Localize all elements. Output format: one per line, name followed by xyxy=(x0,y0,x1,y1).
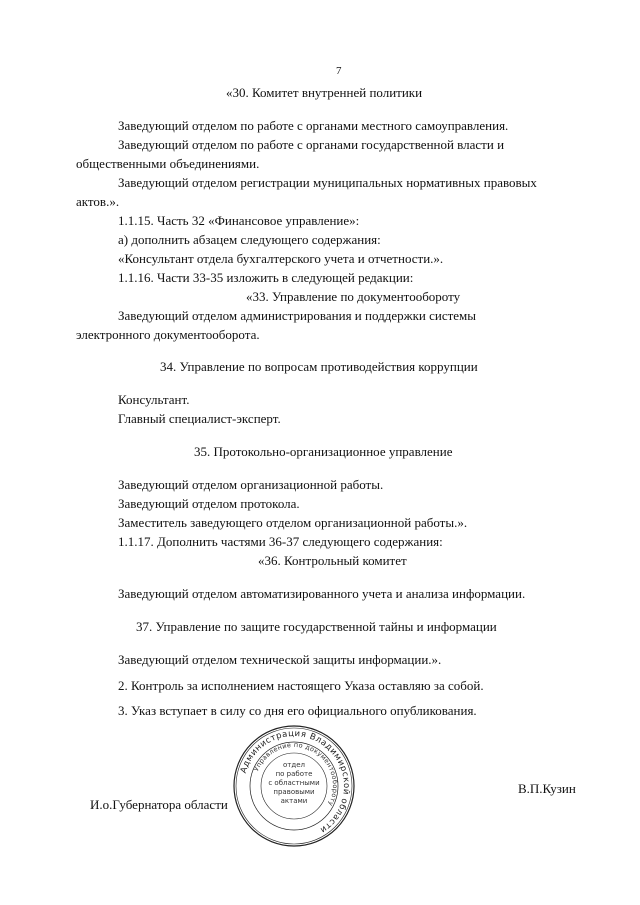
paragraph-line: электронного документооборота. xyxy=(76,327,260,342)
clause-1-1-15: 1.1.15. Часть 32 «Финансовое управление»: xyxy=(118,213,360,228)
clause-1-1-15-a: а) дополнить абзацем следующего содержания: xyxy=(118,232,381,247)
list-item: Заместитель заведующего отделом организационной работы.». xyxy=(118,515,468,530)
list-item: Заведующий отделом технической защиты информации.». xyxy=(118,652,442,667)
paragraph: Заведующий отделом по работе с органами местного самоуправления. xyxy=(118,118,509,133)
clause-2: 2. Контроль за исполнением настоящего Указа оставляю за собой. xyxy=(118,678,484,693)
clause-3: 3. Указ вступает в силу со дня его официального опубликования. xyxy=(118,703,477,718)
page-number: 7 xyxy=(336,65,342,77)
paragraph-line: Заведующий отделом администрирования и поддержки системы xyxy=(118,308,477,323)
section-36-heading: «36. Контрольный комитет xyxy=(258,553,407,568)
section-33-heading: «33. Управление по документообороту xyxy=(246,289,461,304)
stamp-center-text: отдел по работе с областными правовыми актами xyxy=(268,761,320,805)
clause-1-1-15-quote: «Консультант отдела бухгалтерского учета и отчетности.». xyxy=(118,251,444,266)
signatory-name: В.П.Кузин xyxy=(518,781,576,796)
svg-text:Управление по документообороту: Управление по документообороту xyxy=(252,740,340,808)
section-37-heading: 37. Управление по защите государственной тайны и информации xyxy=(136,619,497,634)
paragraph-line: Заведующий отделом по работе с органами государственной власти и xyxy=(118,137,505,152)
clause-1-1-17: 1.1.17. Дополнить частями 36-37 следующего содержания: xyxy=(118,534,443,549)
list-item: Консультант. xyxy=(118,392,190,407)
list-item: Заведующий отделом организационной работы. xyxy=(118,477,384,492)
section-30-heading: «30. Комитет внутренней политики xyxy=(226,85,423,100)
list-item: Заведующий отделом протокола. xyxy=(118,496,300,511)
signatory-title: И.о.Губернатора области xyxy=(90,797,228,812)
list-item: Главный специалист-эксперт. xyxy=(118,411,281,426)
section-34-heading: 34. Управление по вопросам противодействия коррупции xyxy=(160,359,478,374)
section-35-heading: 35. Протокольно-организационное управление xyxy=(194,444,453,459)
svg-text:Администрация Владимирской обл: Администрация Владимирской области xyxy=(238,728,352,835)
paragraph-line: Заведующий отделом регистрации муниципальных нормативных правовых xyxy=(118,175,537,190)
list-item: Заведующий отделом автоматизированного учета и анализа информации. xyxy=(118,586,526,601)
official-stamp xyxy=(232,724,356,848)
paragraph-line: общественными объединениями. xyxy=(76,156,260,171)
clause-1-1-16: 1.1.16. Части 33-35 изложить в следующей редакции: xyxy=(118,270,414,285)
paragraph-line: актов.». xyxy=(76,194,120,209)
